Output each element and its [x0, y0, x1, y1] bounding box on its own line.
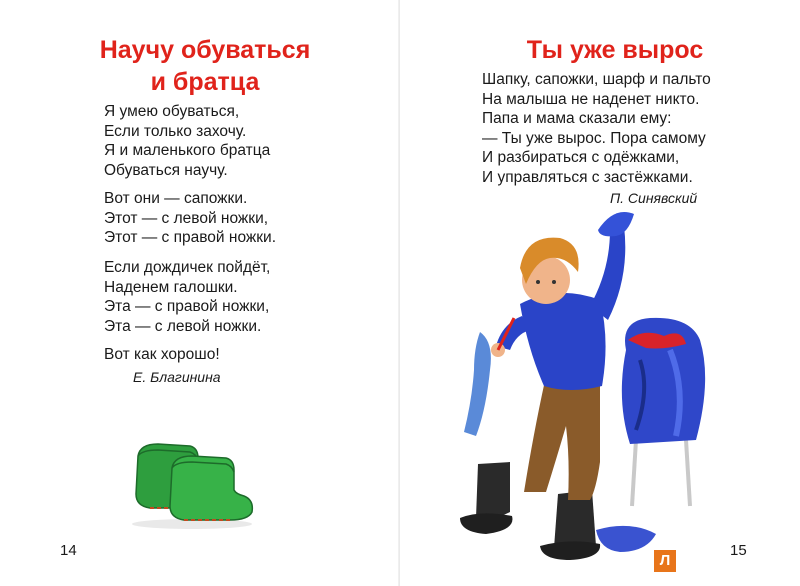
- poem-line: Я и маленького братца: [104, 142, 271, 159]
- poem-line: Этот — с правой ножки.: [104, 229, 277, 246]
- stanza-2: [104, 189, 276, 248]
- right-page: [400, 0, 800, 586]
- right-author: П. Синявский: [610, 190, 698, 206]
- poem-line: Если только захочу.: [104, 122, 247, 140]
- stanza-1: [104, 102, 270, 180]
- boy-dressing-illustration: [450, 200, 750, 570]
- right-page-title: Ты уже вырос: [526, 36, 704, 64]
- page-number-left: 14: [60, 542, 77, 559]
- poem-line: Вот они — сапожки.: [104, 190, 248, 207]
- stanza-3: [104, 258, 270, 336]
- left-author: Е. Благинина: [133, 369, 221, 385]
- stanza-4: [104, 345, 220, 365]
- poem-line: И управляться с застёжками.: [482, 168, 693, 186]
- poem-line: Вот как хорошо!: [104, 346, 220, 363]
- poem-line: Обуваться научу.: [104, 161, 228, 179]
- poem-line: Эта — с левой ножки.: [104, 317, 262, 335]
- poem-line: Если дождичек пойдёт,: [104, 259, 271, 276]
- poem-line: Я умею обуваться,: [104, 103, 240, 120]
- poem-line: Шапку, сапожки, шарф и пальто: [482, 71, 711, 88]
- left-page-title: [80, 34, 330, 98]
- chair-with-clothes: [622, 318, 705, 506]
- page-number-right: 15: [730, 542, 747, 559]
- poem-line: — Ты уже вырос. Пора самому: [482, 129, 706, 147]
- right-poem: [482, 70, 711, 187]
- poem-line: Наденем галошки.: [104, 278, 238, 296]
- publisher-watermark: Л: [654, 550, 676, 572]
- poem-line: И разбираться с одёжками,: [482, 149, 680, 166]
- poem-line: Папа и мама сказали ему:: [482, 110, 672, 127]
- green-boots-illustration: [128, 438, 254, 530]
- left-title-line-2: и братца: [150, 68, 260, 96]
- poem-line: На малыша не наденет никто.: [482, 90, 700, 108]
- poem-line: Этот — с левой ножки,: [104, 209, 269, 227]
- poem-line: Эта — с правой ножки,: [104, 298, 270, 315]
- left-title-line-1: Научу обуваться: [99, 36, 311, 64]
